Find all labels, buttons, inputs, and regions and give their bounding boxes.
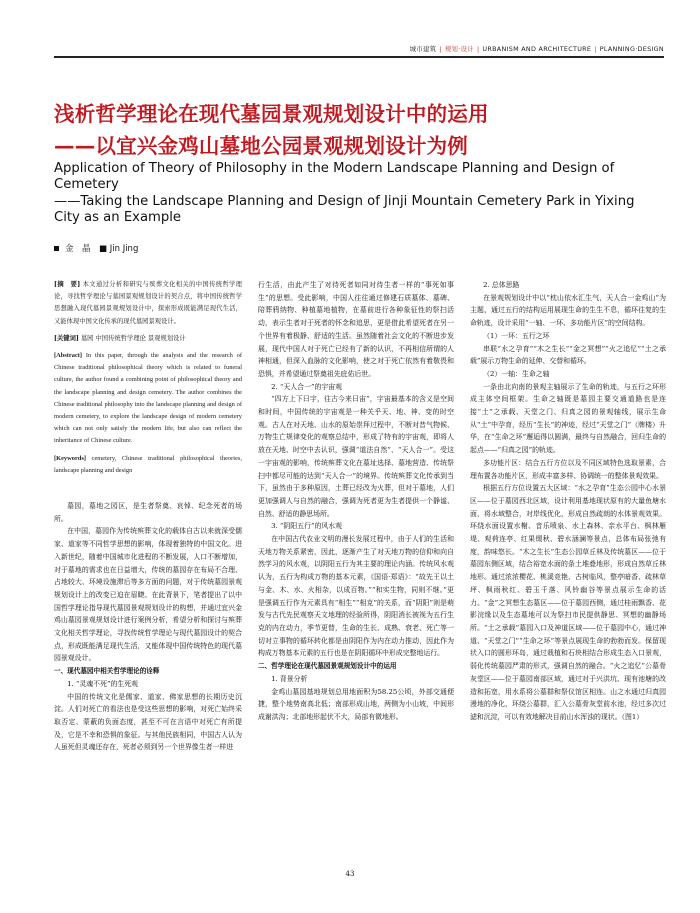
keywords-en-text: cemetery, Chinese traditional philosophical theories, landscape planning and design xyxy=(54,454,242,474)
title-chinese-line-1: 浅析哲学理论在现代墓园景观规划设计中的运用 xyxy=(54,102,489,126)
abstract-en-label: [Abstract] xyxy=(54,352,83,360)
header-separator: | xyxy=(476,45,480,53)
body-paragraph: 一条由北向南的景观主轴展示了生命的轨迹，与五行之环形成主体空间框架。生命之轴既是墓园主要交通道路也是连接“土”之承载、天堂之门、归真之园的景观轴线，展示生命从“土”中孕育，经历“生长”的神迹，经过“天堂之门”（牌楼）升华，在“生命之环”邂逅得以圆满，最终与自然融合，回归生命的起点——“归真之园”的轨迹。 xyxy=(470,382,666,455)
column-1 xyxy=(54,279,242,754)
title-chinese-line-2: ——以宜兴金鸡山墓地公园景观规划设计为例 xyxy=(54,134,468,158)
header-part-3: URBANISM AND ARCHITECTURE xyxy=(482,45,592,53)
author-name: 金 晶 ■ Jin Jing xyxy=(65,244,139,254)
title-english-line-1: Application of Theory of Philosophy in the Modern Landscape Planning and Design of Cemetery xyxy=(54,161,615,192)
header-separator: | xyxy=(594,45,597,53)
subsection-heading: （2）一轴：生命之轴 xyxy=(483,369,550,378)
subsection-heading: 3. “阴阳五行”的风水观 xyxy=(271,522,343,531)
body-paragraph: 行生活，由此产生了对待死者如同对待生者一样的“事死如事生”的思想。受此影响，中国人往往通过修建石质墓体、墓碑、陪葬鸦纳物、种植墓地植物，在墓前进行各种象征性的祭扫活动，表示生者对于死者的怀念和追思，更是借此希望死者在另一个世界有着极静、舒适的生活。虽然随着社会文化的不断进步发展，现代中国人对于死亡已经有了新的认识，不再相信所谓的人神相通，但深入血脉的文化影响，使之对于死亡依然有着敬畏和恐惧，并希望通过祭奠祖先庇佑后世。 xyxy=(258,281,454,378)
abstract-cn-text: 本文通过分析和研究与殡葬文化相关的中国传统哲学理论，寻找哲学理论与墓园景观规划设计的契合点，将中国传统哲学思想融入现代墓园景观规划设计中，探索形成既能满足现代生活，又能体现中国文化传承的现代墓园景观设计。 xyxy=(54,281,242,325)
body-paragraph: 在景观规划设计中以“枕山依水汇生气，天人合一金鸡山”为主题，通过五行的结构运用展现生命的生生不息，循环往复的生命轨迹，设计采用“一轴、一环、多功能片区”的空间结构。 xyxy=(470,293,666,328)
subsection-heading: 1. 背景分析 xyxy=(271,674,308,683)
keywords-cn-label: [关键词] xyxy=(54,334,79,342)
body-paragraph: 串联“水之孕育”“木之生长”“金之冥想”“火之追忆”“土之承载”展示万物生命的延伸、交替和循环。 xyxy=(470,344,666,366)
body-paragraph: 墓园，墓地之园区，是生者祭奠、哀悼、纪念死者的场所。 xyxy=(54,502,242,523)
column-3 xyxy=(470,279,666,724)
body-paragraph: 金鸡山墓园基地规划总用地面积为58.25公顷，外部交通便捷，整个地势南高北低；南部形成山地，两侧为小山坡，中间形成谢洪沟；北部地形起伏不大，局部有微地形。 xyxy=(258,687,454,721)
square-bullet-icon xyxy=(54,246,59,251)
body-paragraph: “四方上下曰宇，往古今来曰宙”，宇宙最基本的含义是空间和时间，中国传统的宇宙观是一种关乎天、地、神、变的时空观。古人在对天地、山水的原始崇拜过程中，不断对昔气物候、万物生亡规律变化的观察总结中，形成了特有的宇宙观，即将人放在天地、时空中去认识，强调“道法自然”、“天人合一”。受这一宇宙观的影响，传统殡葬文化在墓址选择、墓地营造、传统祭扫中都尽可能的达到“天人合一”的境界。传统殡葬文化传承到当下，虽然由于多种原因，土葬已经改为火葬，但对于墓地，人们更加强调人与自然的融合，强调为死者更为生者提供一个静谧、自然、舒适的静思场所。 xyxy=(258,395,454,518)
running-header xyxy=(410,44,664,53)
title-english-line-2: ——Taking the Landscape Planning and Design of Jinji Mountain Cemetery Park in Yixing City as an Example xyxy=(54,194,635,225)
body-paragraph: 中国的传统文化是儒家、道家、佛家思想的长期历史沉淀。人们对死亡的看法也是受这些思想的影响，对死亡始终采取否定、蒙蔽的负面态度，甚至不可在言语中对死亡有所提及，它是不幸和恐惧的象征。与其他民族相同，中国古人认为人虽死但灵魂还存在，死者必须到另一个世界像生者一样进 xyxy=(54,692,242,752)
subsection-heading: 1. “灵魂不死”的生死观 xyxy=(67,679,139,688)
body-paragraph: 多功能片区：结合五行方位以及不同区域特色选取景素，合理布置各功能片区，形成丰富多样、协调统一的整体景观效果。 xyxy=(470,458,666,480)
body-paragraph: 在中国古代农业文明的漫长发展过程中，由于人们的生活和天地万物关系紧密，因此，逐渐产生了对天地万物的信仰和向自然学习的风水观，以阴阳五行为其主要的理论内涵。传统风水观认为，五行为构成万物的基本元素，《国语·郑语》：“故先王以土与金、木、水、火相杂，以成百物。”“和实生物，同则不继。”更是强调五行作为元素具有“相生”“相克”的关系，而“阴阳”则是萌发与古代先民观察天文地理的经验所得，阴阳消长被视为五行生克的内在动力，季节更替，生命的生长、成熟、衰老、死亡等一切对立事物的循环转化都是由阴阳作为内在动力推动，因此作为构成万物基本元素的五行也是在阴阳循环中形成完整地运行。 xyxy=(258,535,454,658)
subsection-heading: （1）一环：五行之环 xyxy=(483,331,550,340)
author-line xyxy=(54,242,138,254)
abstract-cn-label: [摘 要] xyxy=(54,281,81,288)
keywords-cn-text: 墓园 中国传统哲学理论 景观规划设计 xyxy=(80,334,186,342)
header-part-2: 规划·设计 xyxy=(444,45,474,53)
section-heading: 一、现代墓园中相关哲学理论的诠释 xyxy=(54,667,160,676)
subsection-heading: 2. “天人合一”的宇宙观 xyxy=(271,382,343,391)
abstract-en xyxy=(54,350,242,448)
abstract-cn xyxy=(54,279,242,328)
column-2 xyxy=(258,279,454,724)
page-number: 43 xyxy=(345,870,355,878)
spacer xyxy=(54,482,242,500)
keywords-en-label: [Keywords] xyxy=(54,454,86,462)
keywords-en xyxy=(54,453,242,477)
keywords-cn xyxy=(54,333,242,345)
body-paragraph: 根据五行方位设置五大区域：“水之孕育”生态公园中心水景区——位于墓园西北区域，设计利用基地现状原有的大量鱼塘水面，将水域整合，对岸线优化，形成自然疏朗的水体景观效果。环绕水面设置水榭、音乐喷泉、水上森林、亲水平台、枫林雁堤、观荷连亭、红果缀秋、碧水涵澜等景点，总体布局张弛有度，韵味悠长。“木之生长”生态公园草丘林及传统墓区——位于墓园东侧区域，结合裕宽水面的条土堆叠地形，形成自然草丘林地形。通过浓浓樱花、桃溪竞艳、古树临风，整亭暗香、疏林草坪、枫雨秋红、碧玉千落、风铃幽谷等景点展示生命的活力。“金”之冥想生态墓区——位于墓园西侧，通过桂雨飘香、花影浣缘以及生态墓地可以为祭扫市民提供静思、冥想的幽静场所。“土之承载”墓园入口及神道区域——位于墓园中心，通过神道、“天堂之门”“生命之环”等景点展现生命的勃勃而发。保留现状入口的圆形环岛，通过栽植和石块相结合形成生态入口景观，弱化传统墓园严肃的形式，强调自然的融合。“火之追忆”公墓骨灰堂区——位于墓园南部区域，通过对于兴洪坑、现有池塘的改造和拓宽，用水系将公墓群和祭仪馆区相连。山之水通过归真园漫地的净化，环绕公墓群，汇入公墓骨灰堂前水池，经过多次过滤和沉淀，可以有效地解决目前山水浑浊的现状。（图1） xyxy=(470,484,666,721)
section-heading: 二、哲学理论在现代墓园景观规划设计中的运用 xyxy=(258,662,397,671)
header-part-1: 城市建筑 xyxy=(409,45,437,53)
header-separator: | xyxy=(439,45,442,53)
subsection-heading: 2. 总体思路 xyxy=(483,281,520,289)
abstract-en-text: In this paper, through the analysis and the research of Chinese traditional philosophical theory which is related to funeral culture, the author found a combining point of philosophical theory and the landscape planning and design cemetery. The author combines the Chinese traditional philosophy into the landscape planning and design of modern cemetery, to explore the landscape design of modern cemetery which can not only satisfy the modern life, but also can reflect the inheritance of Chinese culture. xyxy=(54,352,242,445)
header-part-4: PLANNING·DESIGN xyxy=(599,45,664,53)
body-paragraph: 在中国，墓园作为传统殡葬文化的载体自古以来就深受儒家、道家等不同哲学思想的影响，体现着独特的中国文化。进入新世纪，随着中国城市化进程的不断发展，人口不断增加，对于墓地的需求也在日益增大，传统的墓园存在布局不合理、占地较大、环境设施滞后等多方面的问题，对于传统墓园景观规划设计上的改变已迫在眉睫。在此背景下，笔者提出了以中国哲学理论指导现代墓园景观规划设计的构想，并通过宜兴金鸡山墓园景观规划设计进行案例分析，希望分析和探讨与殡葬文化相关哲学理论，寻找传统哲学理论与现代墓园设计的契合点，形成既能满足现代生活，又能体现中国传统特色的现代墓园景观设计。 xyxy=(54,527,242,663)
header-rule xyxy=(54,56,664,58)
